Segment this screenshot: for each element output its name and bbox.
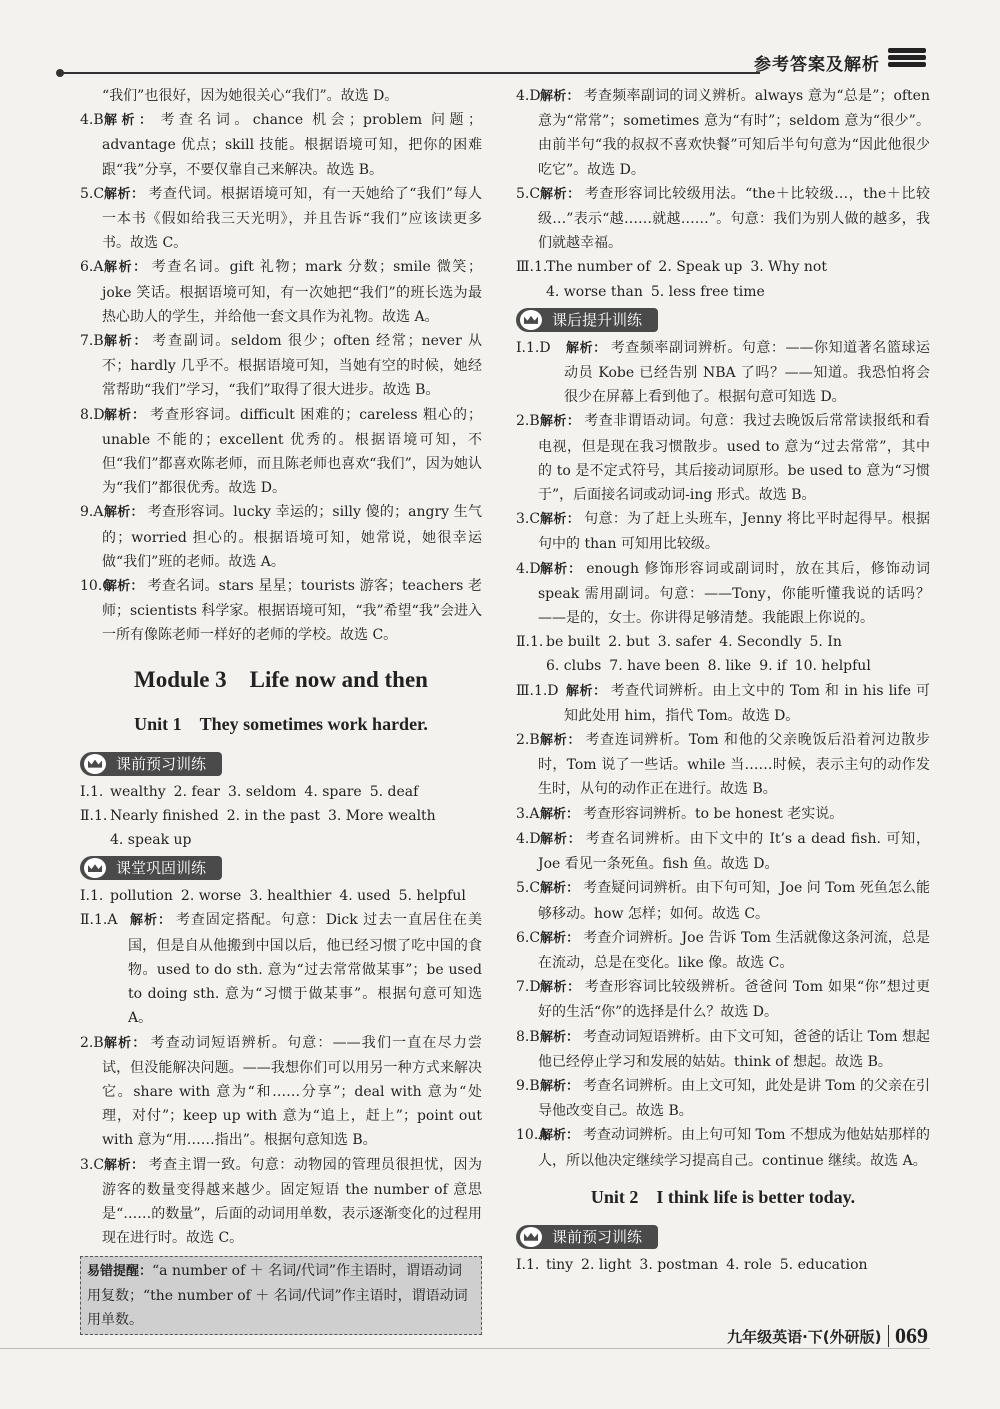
unit-title: Unit 1 They sometimes work harder.: [134, 713, 428, 734]
answer-item: 8.D 解析： 考查形容词。difficult 困难的；careless 粗心的；unable 不能的；excellent 优秀的。根据语境可知，不但“我们”都喜欢陈老师，而且陈老师也喜欢“我们”，因为她认为“我们”都很优秀。故选 D。: [80, 406, 482, 497]
answer-item: 4.B 解析： 考查名词。chance 机会；problem 问题；advantage 优点；skill 技能。根据语境可知，把你的困难跟“我”分享，不要仅靠自己来解决。故选 B。: [80, 112, 482, 178]
answer-line: 4. worse than 5. less free time: [546, 283, 765, 300]
crown-icon: [84, 754, 106, 774]
answer-item: 5.C 解析： 考查代词。根据语境可知，有一天她给了“我们”每人一本书《假如给我三天光明》，并且告诉“我们”应该读更多书。故选 C。: [80, 185, 482, 252]
answer-item: 3.A 解析： 考查形容词辨析。to be honest 老实说。: [516, 805, 844, 822]
header-rule: [60, 72, 760, 74]
answer-item: 8.B 解析： 考查动词短语辨析。由下文可知，爸爸的话让 Tom 想起他已经停止学习和发展的姑姑。think of 想起。故选 B。: [516, 1028, 930, 1070]
answer-item: 3.C 解析： 句意：为了赶上头班车，Jenny 将比平时起得早。根据句中的 than 可知用比较级。: [516, 511, 930, 553]
crown-icon: [84, 858, 106, 878]
answer-line: 6. clubs 7. have been 8. like 9. if 10. helpful: [546, 658, 871, 675]
answer-item: 2.B 解析： 考查连词辨析。Tom 和他的父亲晚饭后沿着河边散步时，Tom 说了一些话。while 当……时候，表示主句的动作发生时，从句的动作正在进行。故选 B。: [516, 732, 930, 798]
answer-item: 7.B 解析： 考查副词。seldom 很少；often 经常；never 从不；hardly 几乎不。根据语境可知，当她有空的时候，她经常帮助“我们”学习，“我们”取得了很大进步。故选 B。: [80, 333, 482, 399]
tip-box: 易错提醒：“a number of ＋ 名词/代词”作主语时，谓语动词用复数；“the number of ＋ 名词/代词”作主语时，谓语动词用单数。: [80, 1256, 482, 1335]
right-column: [516, 84, 930, 1277]
answer-item: 4.D 解析： enough 修饰形容词或副词时，放在其后，修饰动词 speak 需用副词。句意：——Tony，你能听懂我说的话吗？——是的，女士。你讲得足够清楚。我能跟上你说的。: [516, 560, 930, 627]
crown-icon: [520, 1227, 542, 1247]
answer-line: 4. speak up: [110, 832, 192, 849]
book-title: 九年级英语·下(外研版): [727, 1327, 882, 1346]
answer-item: 9.B 解析： 考查名词辨析。由上文可知，此处是讲 Tom 的父亲在引导他改变自己。故选 B。: [516, 1077, 930, 1120]
section-banner-preview-unit2: 课前预习训练: [516, 1225, 658, 1249]
answer-item: 4.D 解析： 考查频率副词的词义辨析。always 意为“总是”；often 意为“常常”；sometimes 意为“有时”；seldom 意为“很少”。由前半句“我的叔叔不喜欢快餐”可知后半句句意为“因此他很少吃它”。故选 D。: [516, 88, 930, 178]
answer-item: 2.B 解析： 考查非谓语动词。句意：我过去晚饭后常常读报纸和看电视，但是现在我习惯散步。used to 意为“过去常常”，其中的 to 是不定式符号，其后接动词原形。be used to 意为“习惯于”，后面接名词或动词-ing 形式。故选 B。: [516, 413, 930, 504]
books-icon: [888, 48, 926, 74]
answer-item: 6.A 解析： 考查名词。gift 礼物；mark 分数；smile 微笑；joke 笑话。根据语境可知，有一次她把“我们”的班长选为最热心助人的学生，并给他一套文具作为礼物。故选 A。: [80, 259, 482, 325]
answer-line: Ⅰ.1. pollution 2. worse 3. healthier 4. used 5. helpful: [80, 888, 466, 905]
crown-icon: [520, 310, 542, 330]
answer-item: 9.A 解析： 考查形容词。lucky 幸运的；silly 傻的；angry 生气的；worried 担心的。根据语境可知，她常说，她很幸运做“我们”班的老师。故选 A。: [80, 504, 482, 570]
answer-line: Ⅱ.1. be built 2. but 3. safer 4. Secondly 5. In: [516, 634, 842, 651]
answer-line: Ⅲ.1. The number of 2. Speak up 3. Why not: [516, 259, 827, 276]
footer-separator: [888, 1325, 890, 1347]
answer-line: Ⅱ.1. Nearly finished 2. in the past 3. More wealth: [80, 807, 436, 824]
answer-item: 6.C 解析： 考查介词辨析。Joe 告诉 Tom 生活就像这条河流，总是在流动，总是在变化。like 像。故选 C。: [516, 929, 930, 971]
answer-item: Ⅰ.1.D 解析： 考查频率副词辨析。句意：——你知道著名篮球运动员 Kobe 已经告别 NBA 了吗？——知道。我恐怕将会很少在屏幕上看到他了。根据句意可知选 D。: [516, 339, 930, 406]
answer-item: Ⅲ.1.D 解析： 考查代词辨析。由上文中的 Tom 和 in his life 可知此处用 him，指代 Tom。故选 D。: [516, 682, 930, 724]
answer-item: 3.C 解析： 考查主谓一致。句意：动物园的管理员很担忧，因为游客的数量变得越来越少。固定短语 the number of 意思是“……的数量”，后面的动词用单数，表示逐渐变化的过程用现在进行时。故选 C。: [80, 1156, 482, 1247]
answer-item: 2.B 解析： 考查动词短语辨析。句意：——我们一直在尽力尝试，但没能解决问题。——我想你们可以用另一种方式来解决它。share with 意为“和……分享”；deal with 意为“处理，对付”；keep up with 意为“追上，赶上”；point out with 意为“用……指出”。根据句意知选 B。: [80, 1034, 482, 1149]
answer-line: Ⅰ.1. tiny 2. light 3. postman 4. role 5. education: [516, 1256, 868, 1273]
left-column: [80, 84, 482, 1335]
header-title: 参考答案及解析: [754, 55, 880, 75]
section-banner-consolidate: 课堂巩固训练: [80, 856, 222, 880]
section-banner-improve: 课后提升训练: [516, 308, 658, 332]
answer-item: 5.C 解析： 考查形容词比较级用法。“the＋比较级…，the＋比较级…”表示“越……就越……”。句意：我们为别人做的越多，我们就越幸福。: [516, 185, 930, 252]
answer-item: 5.C 解析： 考查疑问词辨析。由下句可知，Joe 问 Tom 死鱼怎么能够移动。how 怎样；如何。故选 C。: [516, 880, 930, 922]
footer-rule: [0, 1348, 930, 1349]
page-header: [60, 48, 930, 78]
answer-item: Ⅱ.1.A 解析： 考查固定搭配。句意：Dick 过去一直居住在美国，但是自从他搬到中国以后，他已经习惯了吃中国的食物。used to do sth. 意为“过去常常做某事”；be used to doing sth. 意为“习惯于做某事”。根据句意可知选 A。: [80, 912, 482, 1027]
module-title: Module 3 Life now and then: [134, 666, 428, 692]
answer-item: 7.D 解析： 考查形容词比较级辨析。爸爸问 Tom 如果“你”想过更好的生活“你”的选择是什么？故选 D。: [516, 979, 930, 1021]
unit-title: Unit 2 I think life is better today.: [590, 1186, 856, 1207]
answer-item: 10.A 解析： 考查动词辨析。由上句可知 Tom 不想成为他姑姑那样的人，所以他决定继续学习提高自己。continue 继续。故选 A。: [516, 1127, 930, 1169]
answer-item: 10.C 解析： 考查名词。stars 星星；tourists 游客；teachers 老师；scientists 科学家。根据语境可知，“我”希望“我”会进入一所有像陈老师一样好的老师的学校。故选 C。: [80, 578, 482, 644]
page-number: 069: [895, 1323, 928, 1348]
answer-item: “我们”也很好，因为她很关心“我们”。故选 D。: [102, 88, 399, 104]
answer-item: 4.D 解析： 考查名词辨析。由下文中的 It’s a dead fish. 可知，Joe 看见一条死鱼。fish 鱼。故选 D。: [516, 830, 930, 873]
answer-line: Ⅰ.1. wealthy 2. fear 3. seldom 4. spare 5. deaf: [80, 783, 419, 800]
section-banner-preview: 课前预习训练: [80, 752, 222, 776]
